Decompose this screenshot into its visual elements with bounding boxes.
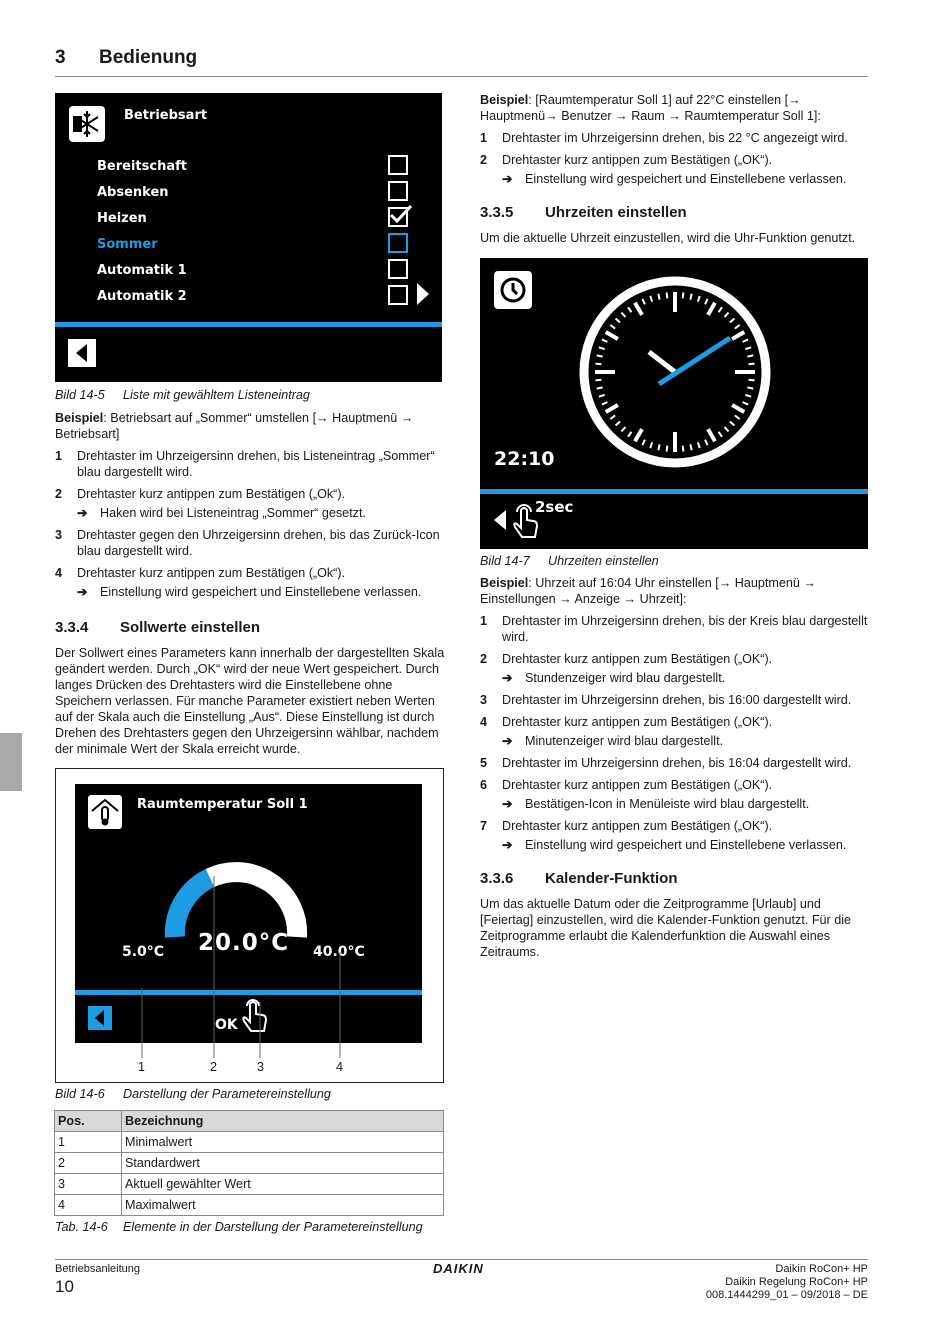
minute-tick bbox=[683, 446, 684, 452]
callout-4: 4 bbox=[336, 1060, 344, 1074]
table-cell: Aktuell gewählter Wert bbox=[122, 1174, 444, 1195]
checkbox-bereitschaft[interactable] bbox=[388, 155, 408, 175]
step-item: 1 Drehtaster im Uhrzeigersinn drehen, bis der Kreis blau dargestellt wird. bbox=[480, 614, 868, 644]
section-heading: 3.3.6 Kalender-Funktion bbox=[480, 870, 678, 887]
clock-icon bbox=[494, 271, 532, 309]
checkbox-sommer[interactable] bbox=[388, 233, 408, 253]
step-result: ➔ Einstellung wird gespeichert und Einstellebene verlassen. bbox=[502, 838, 847, 852]
current-value-label: 20.0°C bbox=[198, 930, 290, 956]
minute-tick bbox=[658, 294, 659, 300]
max-value-label: 40.0°C bbox=[313, 944, 365, 960]
step-item: 2 Drehtaster kurz antippen zum Bestätigen („Ok“). bbox=[55, 487, 346, 501]
mode-list-screen bbox=[55, 93, 442, 382]
section-paragraph: Der Sollwert eines Parameters kann innerhalb der dargestellten Skala geändert werden. Durch „OK“ wird der neue Wert gespeichert. Durch langes Drücken des Drehtasters wird die Einstellebene ohne Speichern verlassen. Für manche Parameter existiert neben Werten auf der Skala auch die Einstellung „Aus“. Diese Einstellung ist durch Drehen des Drehtasters gegen den Uhrzeigersinn wählbar, nachdem der minimale Wert der Skala erreicht wurde. bbox=[55, 646, 445, 756]
table-cell: Minimalwert bbox=[122, 1132, 444, 1153]
step-result: ➔ Einstellung wird gespeichert und Einstellebene verlassen. bbox=[502, 172, 847, 186]
example-paragraph: Beispiel: Uhrzeit auf 16:04 Uhr einstellen [→ Hauptmenü → Einstellungen → Anzeige → Uhrzeit]: bbox=[480, 576, 816, 606]
section-paragraph: Um das aktuelle Datum oder die Zeitprogramme [Urlaub] und [Feiertag] einzustellen, wird die Kalender-Funktion genutzt. Für die Zeitprogramme erlaubt die Kalenderfunktion die Auswahl eines Zeitraums. bbox=[480, 897, 852, 959]
table-row bbox=[55, 1153, 444, 1174]
step-item: 3 Drehtaster gegen den Uhrzeigersinn drehen, bis das Zurück-Icon blau dargestellt wird. bbox=[55, 528, 440, 558]
minute-tick bbox=[747, 387, 753, 388]
minute-tick bbox=[747, 355, 753, 356]
table-header-cell: Pos. bbox=[55, 1111, 122, 1132]
table-cell: 4 bbox=[55, 1195, 122, 1216]
step-result: ➔ Bestätigen-Icon in Menüleiste wird blau dargestellt. bbox=[502, 797, 810, 811]
step-item: 1 Drehtaster im Uhrzeigersinn drehen, bis 22 °C angezeigt wird. bbox=[480, 131, 848, 145]
step-result: ➔ Minutenzeiger wird blau dargestellt. bbox=[502, 734, 724, 748]
minute-tick bbox=[690, 444, 691, 450]
clock-screen bbox=[480, 258, 868, 549]
minute-tick bbox=[667, 446, 668, 452]
minute-tick bbox=[597, 387, 603, 388]
minute-tick bbox=[597, 355, 603, 356]
step-result: ➔ Haken wird bei Listeneintrag „Sommer“ gesetzt. bbox=[77, 506, 366, 520]
checkbox-heizen[interactable] bbox=[388, 207, 408, 227]
minute-tick bbox=[667, 292, 668, 298]
callout-1: 1 bbox=[138, 1060, 146, 1074]
minute-tick bbox=[595, 364, 601, 365]
menu-item-automatik-2[interactable]: Automatik 2 bbox=[97, 289, 187, 304]
back-icon[interactable] bbox=[68, 339, 96, 367]
table-header-row bbox=[55, 1111, 444, 1132]
ok-label[interactable]: OK bbox=[215, 1017, 238, 1033]
table-cell: 1 bbox=[55, 1132, 122, 1153]
page-number: 10 bbox=[55, 1277, 74, 1296]
menu-divider-bar bbox=[55, 322, 442, 327]
table-cell: 3 bbox=[55, 1174, 122, 1195]
min-value-label: 5.0°C bbox=[122, 944, 165, 960]
clock-face[interactable] bbox=[577, 274, 773, 470]
step-item: 7 Drehtaster kurz antippen zum Bestätigen („OK“). bbox=[480, 819, 773, 833]
minute-tick bbox=[690, 294, 691, 300]
step-item: 4 Drehtaster kurz antippen zum Bestätigen („OK“). bbox=[480, 715, 773, 729]
menu-item-bereitschaft[interactable]: Bereitschaft bbox=[97, 159, 187, 174]
step-item: 1 Drehtaster im Uhrzeigersinn drehen, bis Listeneintrag „Sommer“ blau dargestellt wird. bbox=[55, 449, 435, 479]
minute-tick bbox=[595, 380, 601, 381]
minute-tick bbox=[683, 292, 684, 298]
figure-caption: Bild 14-6 Darstellung der Parametereinstellung bbox=[55, 1087, 331, 1101]
step-item: 2 Drehtaster kurz antippen zum Bestätigen („OK“). bbox=[480, 652, 773, 666]
menu-divider-bar bbox=[480, 489, 868, 494]
step-item: 2 Drehtaster kurz antippen zum Bestätigen („OK“). bbox=[480, 153, 773, 167]
figure-caption: Bild 14-7 Uhrzeiten einstellen bbox=[480, 554, 659, 568]
section-heading: 3.3.4 Sollwerte einstellen bbox=[55, 619, 261, 636]
screen-title: Betriebsart bbox=[124, 108, 208, 123]
menu-item-sommer[interactable]: Sommer bbox=[97, 237, 158, 252]
section-paragraph: Um die aktuelle Uhrzeit einzustellen, wird die Uhr-Funktion genutzt. bbox=[480, 231, 856, 245]
table-row bbox=[55, 1195, 444, 1216]
header-rule bbox=[55, 76, 868, 77]
time-readout: 22:10 bbox=[494, 448, 555, 470]
chapter-title: Bedienung bbox=[99, 47, 198, 68]
step-result: ➔ Stundenzeiger wird blau dargestellt. bbox=[502, 671, 726, 685]
footer-product-info: Daikin RoCon+ HP Daikin Regelung RoCon+ HP 008.1444299_01 – 09/2018 – DE bbox=[705, 1263, 868, 1301]
snowflake-sun-icon bbox=[69, 106, 105, 142]
back-arrow-icon[interactable] bbox=[493, 509, 507, 531]
checkbox-automatik-1[interactable] bbox=[388, 259, 408, 279]
table-cell: 2 bbox=[55, 1153, 122, 1174]
step-result: ➔ Einstellung wird gespeichert und Einstellebene verlassen. bbox=[77, 585, 422, 599]
example-paragraph: Beispiel: Betriebsart auf „Sommer“ umstellen [→ Hauptmenü → Betriebsart] bbox=[55, 411, 414, 441]
step-item: 5 Drehtaster im Uhrzeigersinn drehen, bis 16:04 dargestellt wird. bbox=[480, 756, 852, 770]
minute-tick bbox=[749, 380, 755, 381]
table-row bbox=[55, 1132, 444, 1153]
step-item: 3 Drehtaster im Uhrzeigersinn drehen, bis 16:00 dargestellt wird. bbox=[480, 693, 852, 707]
brand-logo: DAIKIN bbox=[433, 1261, 484, 1276]
minute-tick bbox=[658, 444, 659, 450]
table-cell: Standardwert bbox=[122, 1153, 444, 1174]
footer-rule bbox=[55, 1259, 868, 1260]
step-item: 4 Drehtaster kurz antippen zum Bestätigen („Ok“). bbox=[55, 566, 346, 580]
checkbox-absenken[interactable] bbox=[388, 181, 408, 201]
chapter-number: 3 bbox=[55, 47, 66, 68]
section-heading: 3.3.5 Uhrzeiten einstellen bbox=[480, 204, 687, 221]
table-header-cell: Bezeichnung bbox=[122, 1111, 444, 1132]
callout-lines bbox=[55, 780, 445, 1080]
hold-duration-label: 2sec bbox=[535, 498, 574, 516]
minute-tick bbox=[749, 364, 755, 365]
menu-item-absenken[interactable]: Absenken bbox=[97, 185, 169, 200]
example-paragraph: Beispiel: [Raumtemperatur Soll 1] auf 22°C einstellen [→ Hauptmenü→ Benutzer → Raum → Raumtemperatur Soll 1]: bbox=[480, 93, 821, 123]
table-cell: Maximalwert bbox=[122, 1195, 444, 1216]
figure-caption: Bild 14-5 Liste mit gewähltem Listeneintrag bbox=[55, 388, 310, 402]
checkmark-icon bbox=[388, 203, 414, 225]
positions-table bbox=[54, 1110, 444, 1216]
scroll-right-arrow-icon[interactable] bbox=[416, 282, 430, 306]
menu-item-automatik-1[interactable]: Automatik 1 bbox=[97, 263, 187, 278]
side-tab-marker bbox=[0, 733, 22, 791]
screen-title: Raumtemperatur Soll 1 bbox=[137, 797, 308, 812]
menu-item-heizen[interactable]: Heizen bbox=[97, 211, 147, 226]
table-caption: Tab. 14-6 Elemente in der Darstellung der Parametereinstellung bbox=[55, 1220, 423, 1234]
checkbox-automatik-2[interactable] bbox=[388, 285, 408, 305]
table-row bbox=[55, 1174, 444, 1195]
step-item: 6 Drehtaster kurz antippen zum Bestätigen („OK“). bbox=[480, 778, 773, 792]
callout-3: 3 bbox=[257, 1060, 265, 1074]
callout-2: 2 bbox=[210, 1060, 218, 1074]
footer-doc-type: Betriebsanleitung bbox=[55, 1263, 141, 1275]
